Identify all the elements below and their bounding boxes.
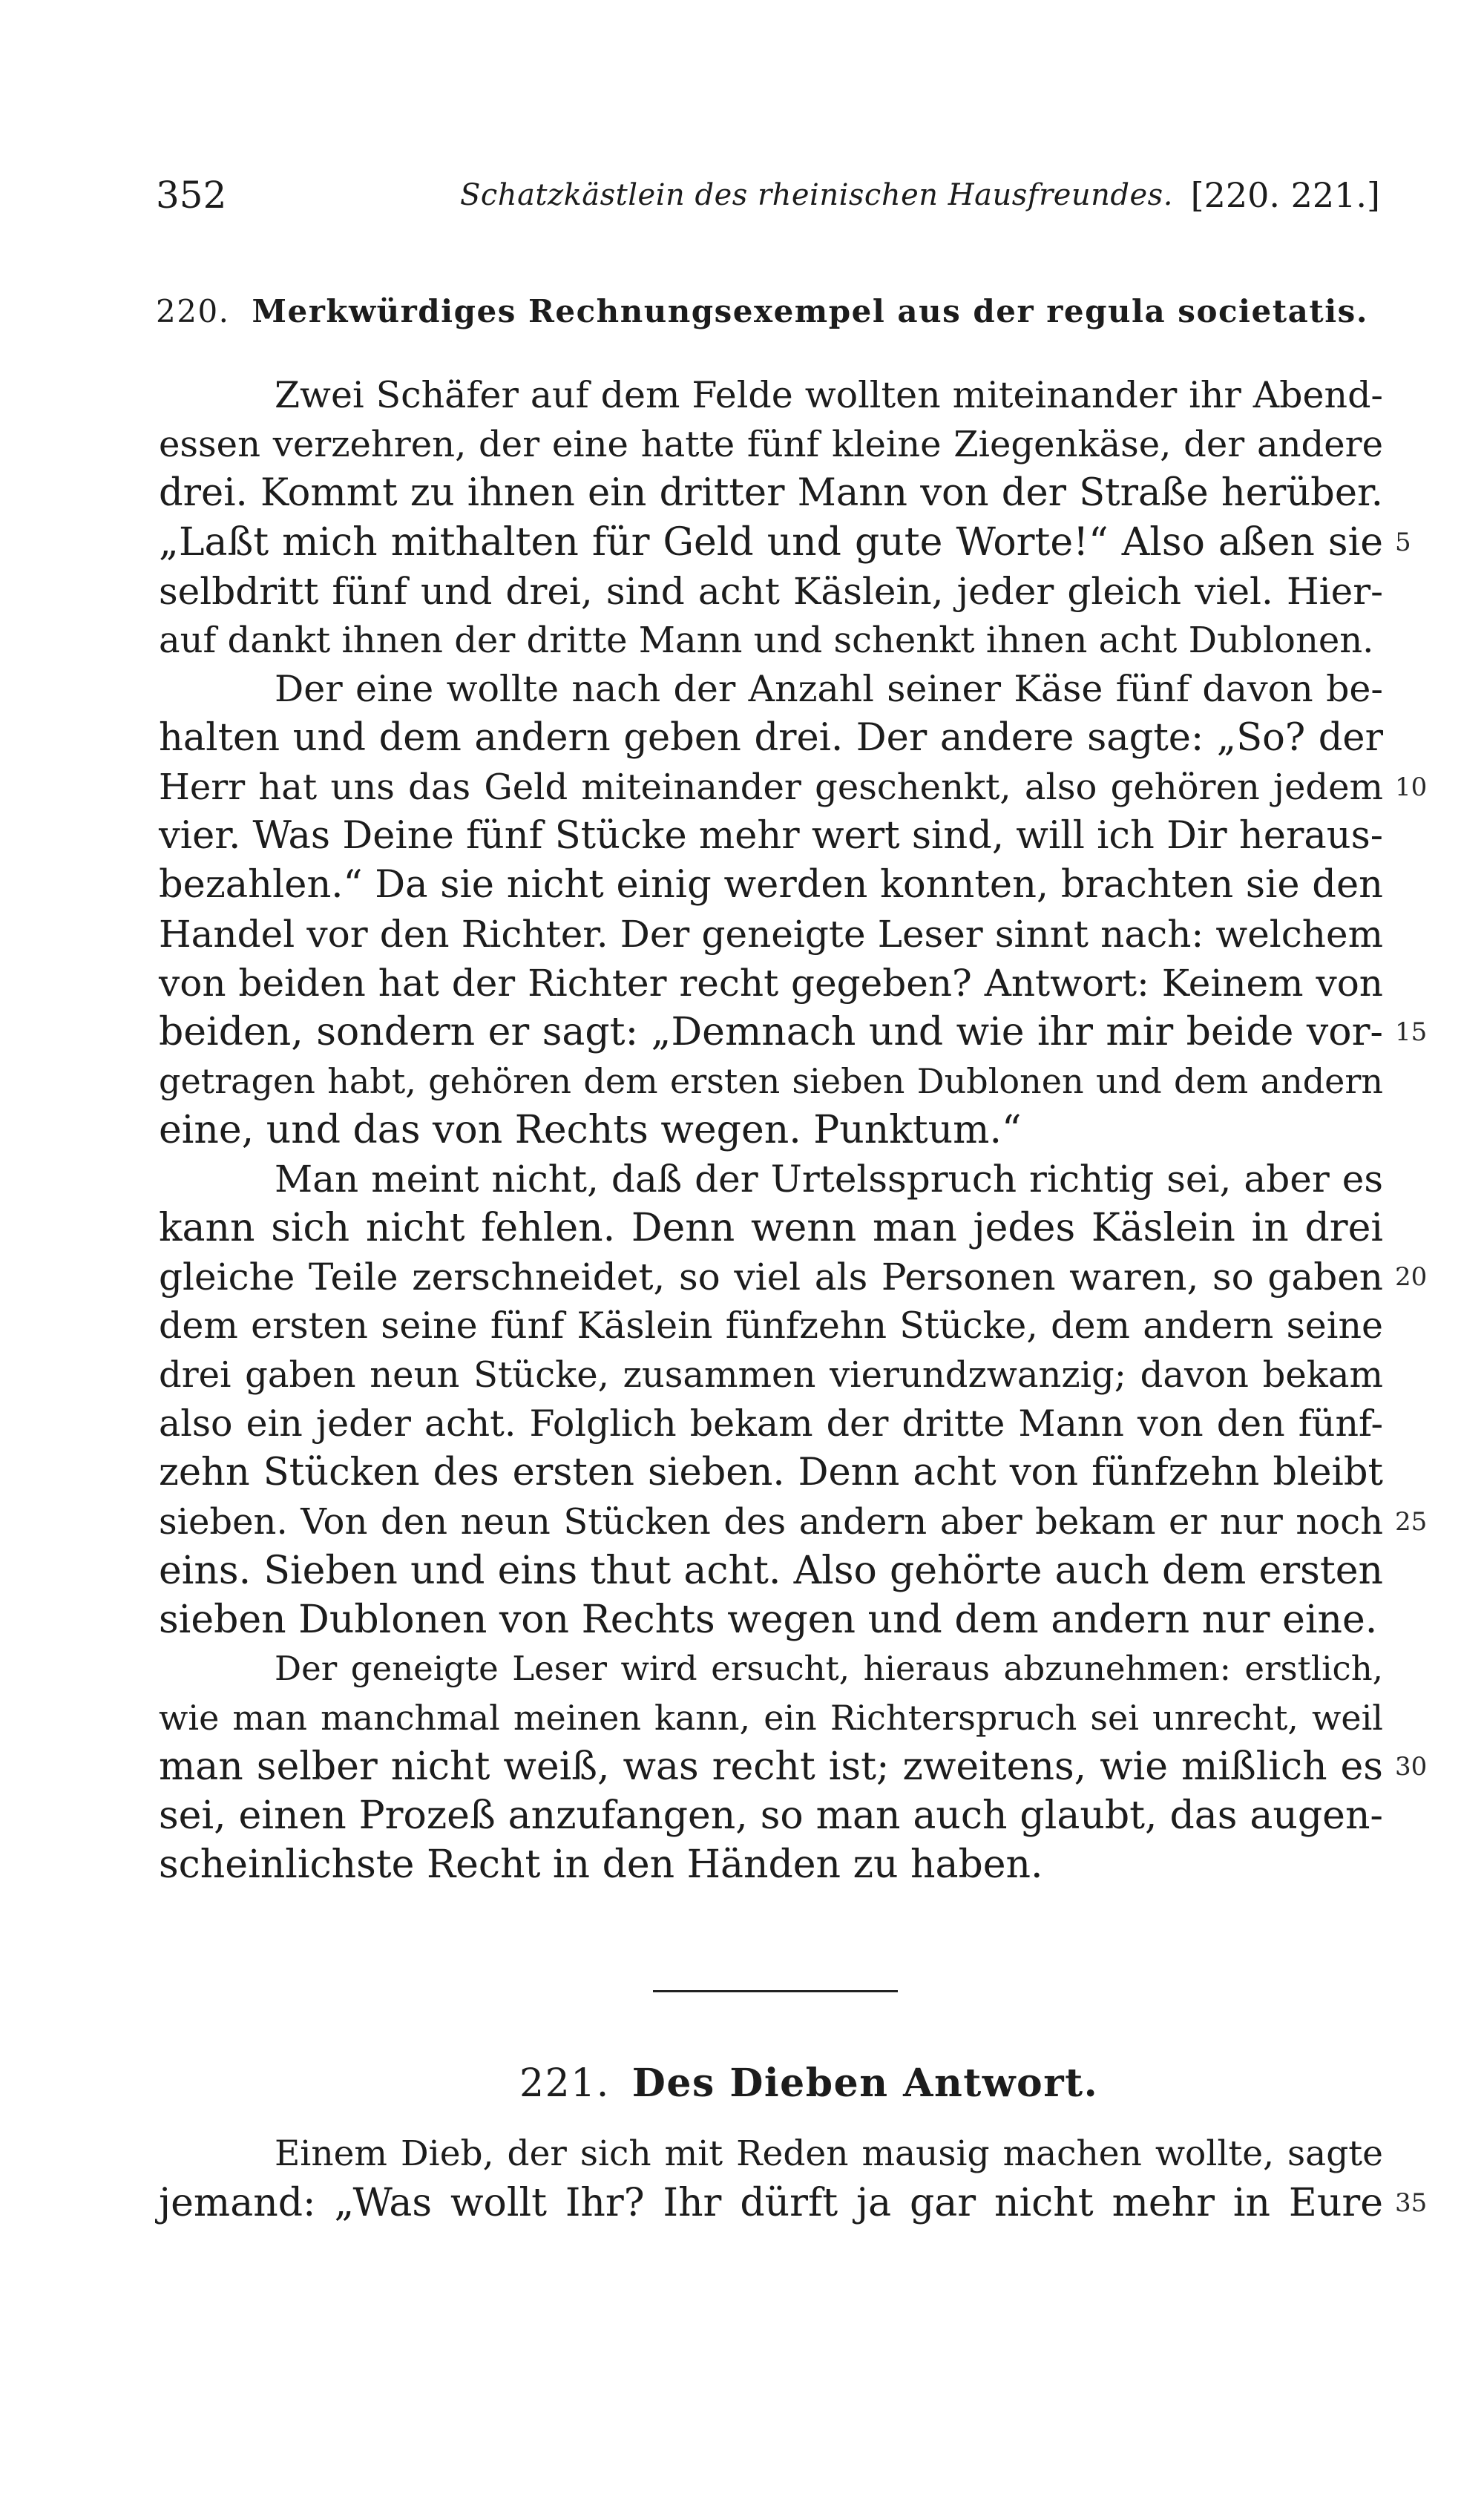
text-line: Der eine wollte nach der Anzahl seiner Käse fünf davon be- [275,668,1383,710]
line-number: 15 [1395,1017,1428,1047]
text-line: Der geneigte Leser wird ersucht, hieraus abzunehmen: erstlich, [275,1649,1383,1688]
text-line: zehn Stücken des ersten sieben. Denn acht von fünfzehn bleibt [159,1451,1383,1494]
section-220-heading [156,282,1368,341]
text-line: eine, und das von Rechts wegen. Punktum.“ [159,1108,1022,1152]
running-title: Schatzkästlein des rheinischen Hausfreundes. [460,178,1173,212]
text-line: eins. Sieben und eins thut acht. Also gehörte auch dem ersten [159,1549,1383,1593]
text-line: „Laßt mich mithalten für Geld und gute Worte!“ Also aßen sie [159,520,1383,565]
text-line: sei, einen Prozeß anzufangen, so man auch glaubt, das augen- [159,1793,1383,1838]
text-line: Einem Dieb, der sich mit Reden mausig machen wollte, sagte [275,2133,1383,2174]
text-line: essen verzehren, der eine hatte fünf kleine Ziegenkäse, der andere [159,424,1383,465]
text-line: sieben Dublonen von Rechts wegen und dem andern nur eine. [159,1598,1378,1642]
text-line: kann sich nicht fehlen. Denn wenn man jedes Käslein in drei [159,1206,1383,1250]
text-line: wie man manchmal meinen kann, ein Richterspruch sei unrecht, weil [159,1698,1383,1738]
section-221-title: Des Dieben Antwort. [631,2061,1099,2106]
line-number: 35 [1395,2188,1428,2218]
text-line: beiden, sondern er sagt: „Demnach und wie ihr mir beide vor- [159,1010,1383,1054]
text-line: drei gaben neun Stücke, zusammen vierundzwanzig; davon bekam [159,1354,1383,1396]
text-line: jemand: „Was wollt Ihr? Ihr dürft ja gar nicht mehr in Eure [159,2181,1383,2225]
line-number: 30 [1395,1752,1428,1782]
line-number: 5 [1395,528,1411,557]
section-221-number: 221. [519,2061,610,2106]
text-line: vier. Was Deine fünf Stücke mehr wert sind, will ich Dir heraus- [159,814,1383,858]
section-220-number: 220. [156,293,230,329]
text-line: bezahlen.“ Da sie nicht einig werden konnten, brachten sie den [159,863,1383,907]
line-number: 20 [1395,1262,1428,1292]
text-line: drei. Kommt zu ihnen ein dritter Mann von der Straße herüber. [159,471,1383,515]
text-line: getragen habt, gehören dem ersten sieben Dublonen und dem andern [159,1061,1383,1101]
text-line: auf dankt ihnen der dritte Mann und schenkt ihnen acht Dublonen. [159,620,1374,661]
running-head [156,169,1380,221]
text-line: sieben. Von den neun Stücken des andern aber bekam er nur noch [159,1501,1383,1543]
text-line: Handel vor den Richter. Der geneigte Leser sinnt nach: welchem [159,913,1383,956]
text-line: halten und dem andern geben drei. Der andere sagte: „So? der [159,716,1383,760]
page-number: 352 [156,174,227,217]
section-221-heading [519,2054,1098,2113]
text-line: man selber nicht weiß, was recht ist; zweitens, wie mißlich es [159,1744,1383,1789]
text-line: dem ersten seine fünf Käslein fünfzehn Stücke, dem andern seine [159,1304,1383,1347]
line-number: 25 [1395,1507,1428,1537]
text-line: scheinlichste Recht in den Händen zu haben. [159,1842,1043,1887]
text-line: gleiche Teile zerschneidet, so viel als Personen waren, so gaben [159,1256,1383,1299]
section-reference: [220. 221.] [1190,175,1380,215]
text-line: Zwei Schäfer auf dem Felde wollten miteinander ihr Abend- [275,374,1383,416]
text-line: selbdritt fünf und drei, sind acht Käslein, jeder gleich viel. Hier- [159,570,1383,613]
text-line: also ein jeder acht. Folglich bekam der dritte Mann von den fünf- [159,1402,1383,1445]
text-line: von beiden hat der Richter recht gegeben? Antwort: Keinem von [159,962,1383,1005]
text-line: Herr hat uns das Geld miteinander geschenkt, also gehören jedem [159,767,1383,808]
text-line: Man meint nicht, daß der Urtelsspruch richtig sei, aber es [275,1158,1383,1201]
section-divider [653,1990,898,1992]
section-220-title: Merkwürdiges Rechnungsexempel aus der regula societatis. [252,293,1368,329]
line-number: 10 [1395,772,1428,802]
